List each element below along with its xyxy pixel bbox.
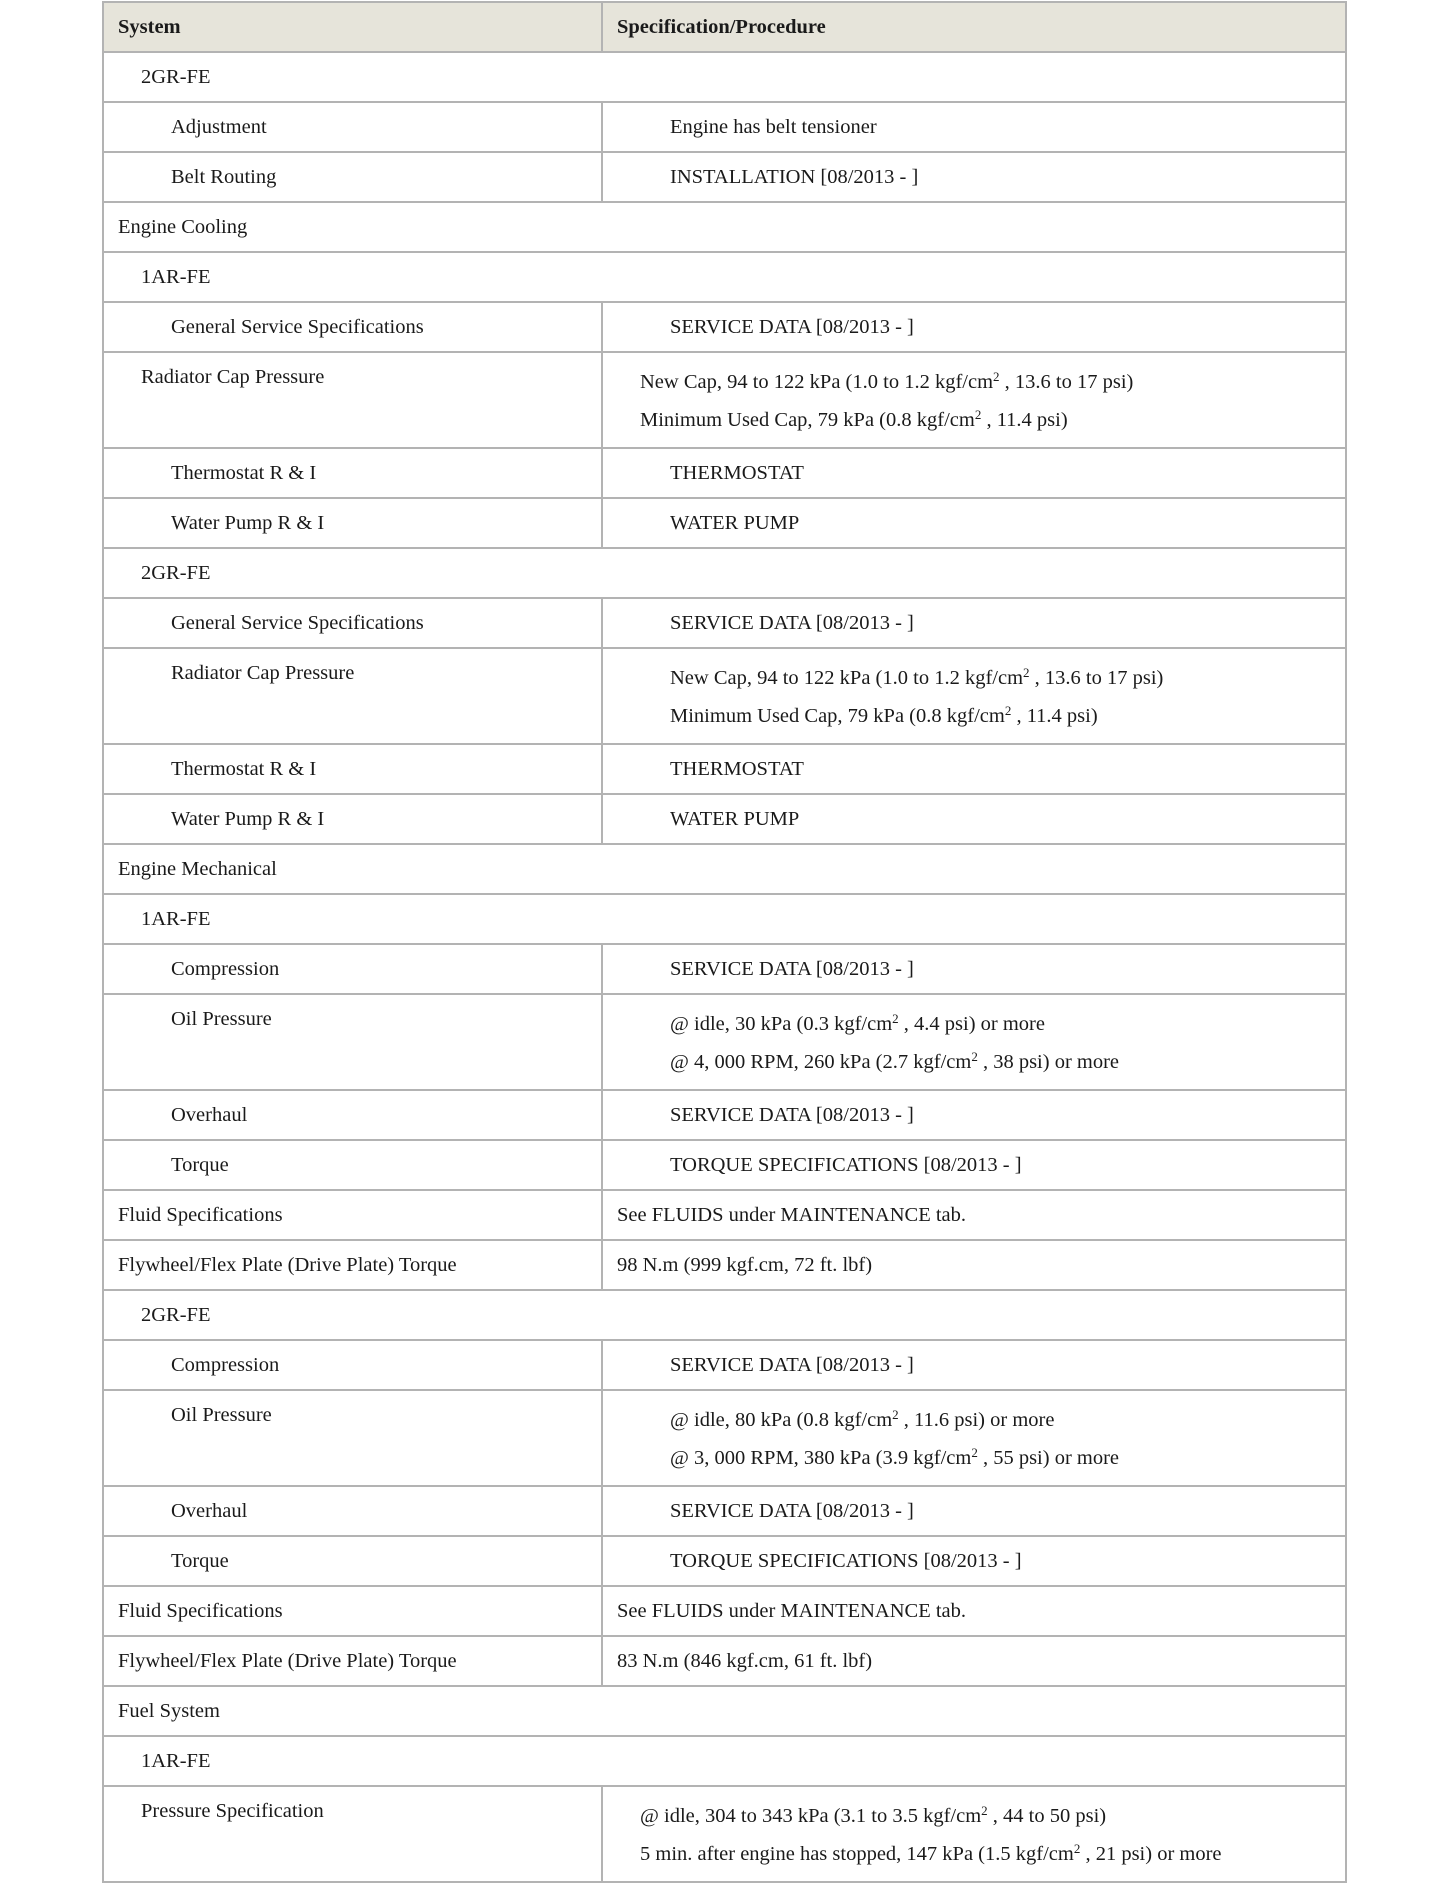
table-row (103, 1536, 1346, 1586)
specification-text: , 44 to 50 psi) (987, 1805, 1107, 1827)
system-cell: Fluid Specifications (103, 1190, 602, 1240)
system-cell: Thermostat R & I (103, 744, 602, 794)
specification-text: @ 3, 000 RPM, 380 kPa (3.9 kgf/cm (670, 1447, 972, 1469)
table-row (103, 1190, 1346, 1240)
table-row (103, 744, 1346, 794)
section-row (103, 202, 1346, 252)
specification-text: INSTALLATION [08/2013 - ] (670, 166, 919, 188)
specification-cell (602, 302, 1346, 352)
specification-cell (602, 648, 1346, 744)
section-heading: 2GR-FE (103, 1290, 1346, 1340)
specification-text: WATER PUMP (670, 808, 800, 830)
superscript-exponent: 2 (993, 369, 1000, 384)
table-row (103, 1340, 1346, 1390)
table-row (103, 598, 1346, 648)
specification-text: @ 4, 000 RPM, 260 kPa (2.7 kgf/cm (670, 1051, 972, 1073)
specification-cell (602, 1140, 1346, 1190)
system-cell: Radiator Cap Pressure (103, 648, 602, 744)
specification-text: SERVICE DATA [08/2013 - ] (670, 1104, 914, 1126)
specification-cell (602, 744, 1346, 794)
specification-text: SERVICE DATA [08/2013 - ] (670, 1354, 914, 1376)
specification-cell (602, 1340, 1346, 1390)
specification-text: 98 N.m (999 kgf.cm, 72 ft. lbf) (617, 1254, 873, 1276)
section-heading: 1AR-FE (103, 1736, 1346, 1786)
specification-line (670, 1005, 1331, 1043)
column-header-specification: Specification/Procedure (602, 2, 1346, 52)
specification-text: SERVICE DATA [08/2013 - ] (670, 1500, 914, 1522)
superscript-exponent: 2 (1004, 703, 1012, 718)
section-heading: Engine Cooling (103, 202, 1346, 252)
specification-cell (602, 152, 1346, 202)
specification-text: New Cap, 94 to 122 kPa (1.0 to 1.2 kgf/cm (640, 371, 994, 393)
table-row (103, 1240, 1346, 1290)
superscript-exponent: 2 (971, 1049, 978, 1064)
system-cell: Flywheel/Flex Plate (Drive Plate) Torque (103, 1636, 602, 1686)
table-row (103, 1636, 1346, 1686)
specification-cell (602, 1586, 1346, 1636)
section-heading: 1AR-FE (103, 252, 1346, 302)
table-row (103, 1090, 1346, 1140)
specification-text: THERMOSTAT (670, 462, 804, 484)
specification-line (640, 401, 1331, 439)
specification-text: , 11.6 psi) or more (898, 1409, 1055, 1431)
specification-text: , 38 psi) or more (977, 1051, 1120, 1073)
section-heading: Engine Mechanical (103, 844, 1346, 894)
system-cell: Torque (103, 1536, 602, 1586)
specification-text: Minimum Used Cap, 79 kPa (0.8 kgf/cm (670, 705, 1005, 727)
section-row (103, 894, 1346, 944)
specification-text: , 4.4 psi) or more (898, 1013, 1045, 1035)
specification-text: @ idle, 80 kPa (0.8 kgf/cm (670, 1409, 893, 1431)
section-heading: 1AR-FE (103, 894, 1346, 944)
table-row (103, 794, 1346, 844)
section-row (103, 252, 1346, 302)
column-header-system: System (103, 2, 602, 52)
section-row (103, 52, 1346, 102)
specification-text: @ idle, 30 kPa (0.3 kgf/cm (670, 1013, 893, 1035)
specification-cell (602, 598, 1346, 648)
table-row (103, 1586, 1346, 1636)
specification-line (640, 1797, 1331, 1835)
header-row (103, 2, 1346, 52)
specification-text: New Cap, 94 to 122 kPa (1.0 to 1.2 kgf/cm (670, 667, 1024, 689)
specification-text: @ idle, 304 to 343 kPa (3.1 to 3.5 kgf/cm (640, 1805, 982, 1827)
system-cell: Adjustment (103, 102, 602, 152)
superscript-exponent: 2 (974, 407, 982, 422)
table-row (103, 152, 1346, 202)
specification-text: , 11.4 psi) (981, 409, 1068, 431)
table-row (103, 302, 1346, 352)
table-row (103, 994, 1346, 1090)
specification-cell (602, 498, 1346, 548)
table-row (103, 1486, 1346, 1536)
section-row (103, 1290, 1346, 1340)
specification-cell (602, 102, 1346, 152)
specification-cell (602, 794, 1346, 844)
specification-text: 5 min. after engine has stopped, 147 kPa (1.5 kgf/cm (640, 1843, 1074, 1865)
section-heading: 2GR-FE (103, 548, 1346, 598)
system-cell: Flywheel/Flex Plate (Drive Plate) Torque (103, 1240, 602, 1290)
section-row (103, 844, 1346, 894)
system-cell: Thermostat R & I (103, 448, 602, 498)
system-cell: Water Pump R & I (103, 794, 602, 844)
section-row (103, 548, 1346, 598)
specification-cell (602, 448, 1346, 498)
specification-text: TORQUE SPECIFICATIONS [08/2013 - ] (670, 1154, 1022, 1176)
specification-line (640, 363, 1331, 401)
specification-text: See FLUIDS under MAINTENANCE tab. (617, 1600, 967, 1622)
specification-line (670, 1439, 1331, 1477)
table-row (103, 1390, 1346, 1486)
table-row (103, 448, 1346, 498)
system-cell: Oil Pressure (103, 994, 602, 1090)
system-cell: Belt Routing (103, 152, 602, 202)
table-row (103, 352, 1346, 448)
specification-text: 83 N.m (846 kgf.cm, 61 ft. lbf) (617, 1650, 873, 1672)
system-cell: Compression (103, 1340, 602, 1390)
system-cell: Overhaul (103, 1090, 602, 1140)
system-cell: Fluid Specifications (103, 1586, 602, 1636)
specification-line (640, 1835, 1331, 1873)
specification-line (670, 697, 1331, 735)
specification-cell (602, 1090, 1346, 1140)
section-row (103, 1686, 1346, 1736)
specification-text: Engine has belt tensioner (670, 116, 877, 138)
specification-cell (602, 944, 1346, 994)
specification-cell (602, 1240, 1346, 1290)
specification-text: SERVICE DATA [08/2013 - ] (670, 958, 914, 980)
section-row (103, 1736, 1346, 1786)
specification-text: , 13.6 to 17 psi) (999, 371, 1134, 393)
system-cell: Oil Pressure (103, 1390, 602, 1486)
section-heading: Fuel System (103, 1686, 1346, 1736)
specification-cell (602, 994, 1346, 1090)
specification-line (670, 1401, 1331, 1439)
table-row (103, 1140, 1346, 1190)
specification-text: See FLUIDS under MAINTENANCE tab. (617, 1204, 967, 1226)
table-row (103, 944, 1346, 994)
specification-text: , 55 psi) or more (977, 1447, 1120, 1469)
table-row (103, 648, 1346, 744)
specification-text: , 13.6 to 17 psi) (1029, 667, 1164, 689)
superscript-exponent: 2 (1023, 665, 1030, 680)
specification-cell (602, 352, 1346, 448)
table-row (103, 1786, 1346, 1882)
specification-text: SERVICE DATA [08/2013 - ] (670, 316, 914, 338)
specification-text: Minimum Used Cap, 79 kPa (0.8 kgf/cm (640, 409, 975, 431)
specification-table (102, 1, 1347, 1883)
table-row (103, 498, 1346, 548)
specification-cell (602, 1486, 1346, 1536)
superscript-exponent: 2 (892, 1407, 899, 1422)
system-cell: Torque (103, 1140, 602, 1190)
specification-line (670, 1043, 1331, 1081)
specification-line (670, 659, 1331, 697)
system-cell: General Service Specifications (103, 302, 602, 352)
specification-text: SERVICE DATA [08/2013 - ] (670, 612, 914, 634)
system-cell: Radiator Cap Pressure (103, 352, 602, 448)
superscript-exponent: 2 (981, 1803, 988, 1818)
system-cell: Water Pump R & I (103, 498, 602, 548)
system-cell: Overhaul (103, 1486, 602, 1536)
superscript-exponent: 2 (892, 1011, 899, 1026)
section-heading: 2GR-FE (103, 52, 1346, 102)
specification-text: , 11.4 psi) (1011, 705, 1098, 727)
specification-cell (602, 1390, 1346, 1486)
specification-text: WATER PUMP (670, 512, 800, 534)
system-cell: General Service Specifications (103, 598, 602, 648)
specification-cell (602, 1636, 1346, 1686)
specification-cell (602, 1786, 1346, 1882)
specification-text: TORQUE SPECIFICATIONS [08/2013 - ] (670, 1550, 1022, 1572)
specification-text: THERMOSTAT (670, 758, 804, 780)
specification-cell (602, 1190, 1346, 1240)
system-cell: Compression (103, 944, 602, 994)
superscript-exponent: 2 (1073, 1841, 1081, 1856)
table-row (103, 102, 1346, 152)
specification-cell (602, 1536, 1346, 1586)
system-cell: Pressure Specification (103, 1786, 602, 1882)
table-header (103, 2, 1346, 52)
table-body (103, 52, 1346, 1882)
superscript-exponent: 2 (971, 1445, 978, 1460)
specification-text: , 21 psi) or more (1080, 1843, 1222, 1865)
